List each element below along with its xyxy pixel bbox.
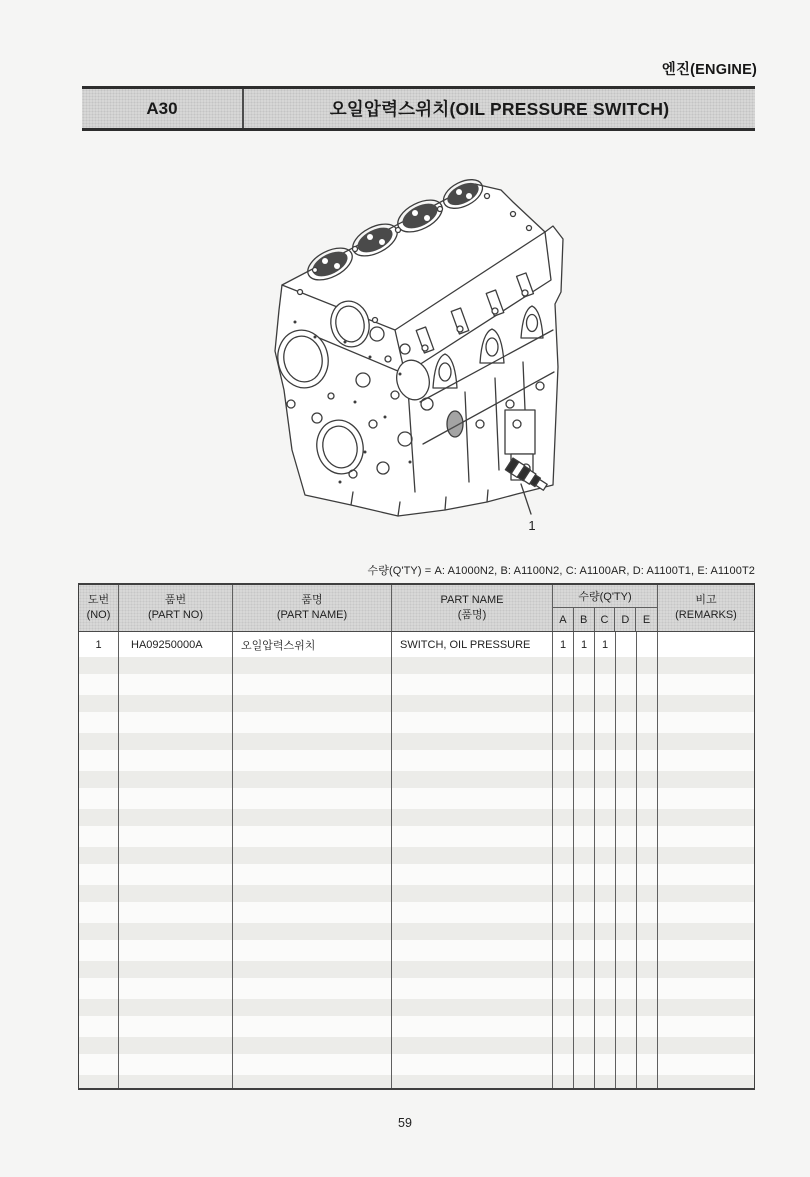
cell-qty-d	[616, 632, 637, 657]
table-empty-rows	[79, 657, 754, 1088]
cell-part-no: HA09250000A	[119, 632, 233, 657]
col-header-partno-en: (PART NO)	[147, 609, 203, 621]
cell-qty-b: 1	[574, 632, 595, 657]
qty-letter-d: D	[615, 608, 636, 631]
col-header-partname-en-top: PART NAME	[440, 594, 504, 607]
engine-figure	[255, 152, 615, 547]
cell-part-name-kr: 오일압력스위치	[233, 632, 392, 657]
qty-legend-note: 수량(Q'TY) = A: A1000N2, B: A1100N2, C: A1100AR, D: A1100T1, E: A1100T2	[367, 565, 755, 577]
cell-part-name-en: SWITCH, OIL PRESSURE	[392, 632, 553, 657]
col-header-no-kr: 도번	[87, 594, 110, 607]
corner-section-label: 엔진(ENGINE)	[661, 62, 757, 78]
col-header-partname-kr-top: 품명	[301, 594, 323, 607]
col-header-partname-en-bottom: (품명)	[457, 609, 487, 621]
cell-qty-a: 1	[553, 632, 574, 657]
page-number: 59	[398, 1116, 412, 1130]
page-title: 오일압력스위치(OIL PRESSURE SWITCH)	[329, 99, 670, 119]
col-header-no	[79, 585, 119, 631]
cell-no: 1	[79, 632, 119, 657]
cell-remarks	[658, 632, 754, 657]
col-header-partno-kr: 품번	[164, 594, 187, 607]
qty-letter-b: B	[574, 608, 595, 631]
qty-letter-row	[553, 608, 657, 631]
section-code: A30	[82, 89, 244, 128]
col-header-qty-group	[553, 585, 658, 631]
col-header-qty: 수량(Q'TY)	[553, 585, 657, 608]
table-row	[79, 632, 754, 657]
col-header-remarks-kr: 비고	[695, 594, 717, 607]
cell-qty-c: 1	[595, 632, 616, 657]
col-header-remarks-en: (REMARKS)	[675, 609, 737, 621]
section-header-bar	[82, 86, 755, 131]
figure-callout-label: 1	[528, 518, 536, 533]
cell-qty-e	[637, 632, 658, 657]
col-header-partname-kr	[233, 585, 392, 631]
engine-drawing	[255, 152, 615, 547]
col-header-partname-kr-bottom: (PART NAME)	[276, 609, 348, 621]
parts-table	[78, 583, 755, 1090]
col-header-no-en: (NO)	[86, 609, 111, 621]
col-header-partno	[119, 585, 233, 631]
col-header-partname-en	[392, 585, 553, 631]
qty-letter-a: A	[553, 608, 574, 631]
parts-table-header	[79, 585, 754, 632]
col-header-remarks	[658, 585, 754, 631]
qty-letter-c: C	[595, 608, 616, 631]
qty-letter-e: E	[642, 613, 651, 626]
